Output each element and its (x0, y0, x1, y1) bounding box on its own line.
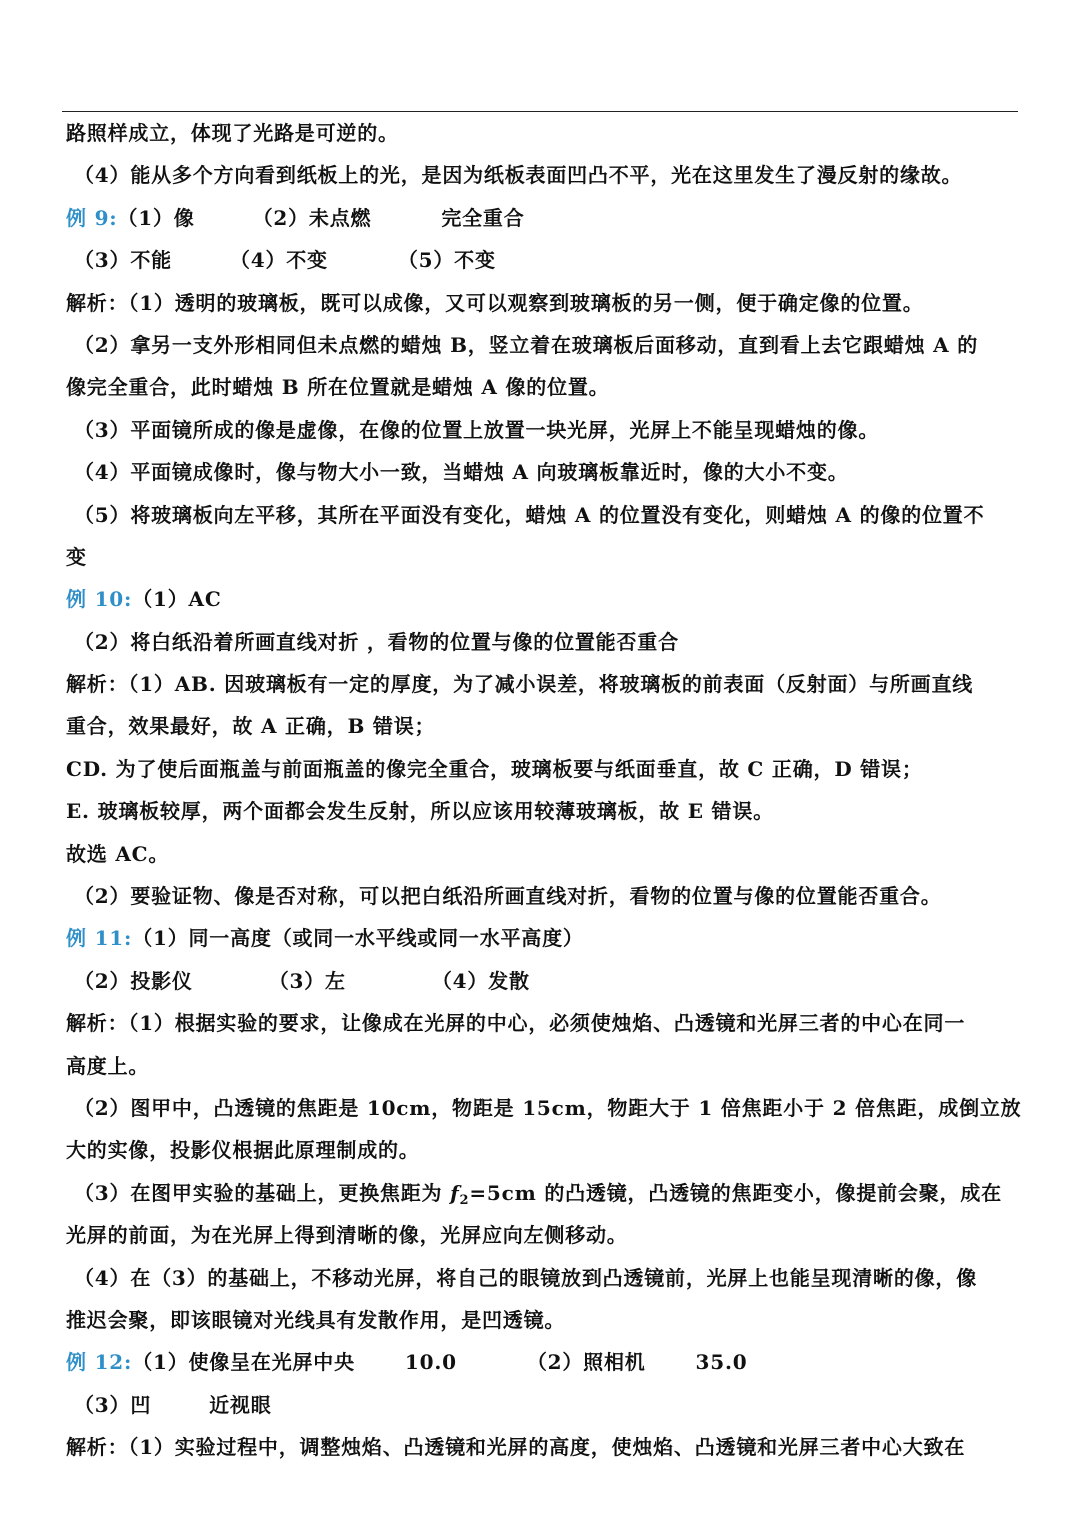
answer: （4）不变 (229, 248, 328, 273)
text-line-formula (66, 1172, 1016, 1214)
focal-symbol: f (450, 1180, 460, 1205)
answer-text (66, 112, 1022, 1469)
example-12-answers-cont (66, 1384, 1016, 1426)
text-line: 高度上。 (66, 1053, 150, 1078)
answer: （1）像 (117, 205, 195, 230)
text-line: 解析：（1）根据实验的要求，让像成在光屏的中心，必须使烛焰、凸透镜和光屏三者的中心在同一 (66, 1011, 966, 1036)
text-line: E. 玻璃板较厚，两个面都会发生反射，所以应该用较薄玻璃板，故 E 错误。 (66, 799, 774, 824)
text-line: 解析：（1）透明的玻璃板，既可以成像，又可以观察到玻璃板的另一侧，便于确定像的位置。 (66, 290, 924, 315)
answer: （3）左 (268, 968, 346, 993)
example-label: 例 10: (66, 587, 133, 612)
example-11-answers-cont (66, 960, 1016, 1002)
text-segment: =5cm 的凸透镜，凸透镜的焦距变小，像提前会聚，成在 (469, 1180, 1002, 1205)
text-line: 故选 AC。 (66, 841, 170, 866)
answer: （1）同一高度（或同一水平线或同一水平高度） (132, 926, 584, 951)
example-10-answers (66, 578, 1016, 620)
text-line: 推迟会聚，即该眼镜对光线具有发散作用，是凹透镜。 (66, 1307, 566, 1332)
text-line: 光屏的前面，为在光屏上得到清晰的像，光屏应向左侧移动。 (66, 1223, 628, 1248)
answer: （3）不能 (74, 248, 172, 273)
answer: 35.0 (695, 1350, 748, 1375)
example-label: 例 9: (66, 205, 118, 230)
text-line: 路照样成立，体现了光路是可逆的。 (66, 121, 399, 145)
example-9-answers-cont (66, 239, 1016, 281)
answer: （4）发散 (431, 968, 530, 993)
text-line: 变 (66, 544, 87, 569)
text-line: （2）图甲中，凸透镜的焦距是 10cm，物距是 15cm，物距大于 1 倍焦距小于 2 倍焦距，成倒立放 (74, 1095, 1022, 1120)
text-line: （2）拿另一支外形相同但未点燃的蜡烛 B，竖立着在玻璃板后面移动，直到看上去它跟蜡烛 A 的 (74, 332, 979, 357)
text-line: （5）将玻璃板向左平移，其所在平面没有变化，蜡烛 A 的位置没有变化，则蜡烛 A 的像的位置不 (74, 502, 985, 527)
example-11-answers (66, 917, 1016, 959)
text-line: CD. 为了使后面瓶盖与前面瓶盖的像完全重合，玻璃板要与纸面垂直，故 C 正确，D 错误； (66, 756, 923, 781)
text-line: 解析：（1）AB. 因玻璃板有一定的厚度，为了减小误差，将玻璃板的前表面（反射面）与所画直线 (66, 672, 974, 697)
focal-subscript: 2 (459, 1192, 470, 1208)
text-segment: （3）在图甲实验的基础上，更换焦距为 (74, 1180, 451, 1205)
text-line: （4）在（3）的基础上，不移动光屏，将自己的眼镜放到凸透镜前，光屏上也能呈现清晰的像，像 (74, 1265, 978, 1290)
answer: （2）投影仪 (74, 968, 193, 993)
example-label: 例 12: (66, 1350, 133, 1375)
text-line: （2）将白纸沿着所画直线对折 ，看物的位置与像的位置能否重合 (74, 629, 679, 654)
example-9-answers (66, 197, 1016, 239)
answer: 10.0 (404, 1350, 457, 1375)
answer: （2）照相机 (526, 1350, 646, 1375)
answer: 近视眼 (209, 1392, 272, 1417)
text-line: 像完全重合，此时蜡烛 B 所在位置就是蜡烛 A 像的位置。 (66, 375, 610, 400)
answer: （5）不变 (397, 248, 496, 273)
text-line: （4）平面镜成像时，像与物大小一致，当蜡烛 A 向玻璃板靠近时，像的大小不变。 (74, 460, 849, 485)
answer: 完全重合 (441, 205, 525, 230)
text-line: （3）平面镜所成的像是虚像，在像的位置上放置一块光屏，光屏上不能呈现蜡烛的像。 (74, 417, 880, 442)
text-line: 解析：（1）实验过程中，调整烛焰、凸透镜和光屏的高度，使烛焰、凸透镜和光屏三者中心大致在 (66, 1435, 966, 1460)
example-label: 例 11: (66, 926, 133, 951)
example-12-answers (66, 1341, 1016, 1383)
answer: （1）AC (132, 587, 222, 612)
answer: （3）凹 (74, 1392, 152, 1417)
answer: （1）使像呈在光屏中央 (132, 1350, 355, 1375)
text-line: （4）能从多个方向看到纸板上的光，是因为纸板表面凹凸不平，光在这里发生了漫反射的缘故。 (74, 163, 963, 188)
text-line: 重合，效果最好，故 A 正确，B 错误； (66, 714, 436, 739)
text-line: 大的实像，投影仪根据此原理制成的。 (66, 1138, 420, 1163)
answer: （2）未点燃 (252, 205, 372, 230)
text-line: （2）要验证物、像是否对称，可以把白纸沿所画直线对折，看物的位置与像的位置能否重合。 (74, 884, 942, 909)
